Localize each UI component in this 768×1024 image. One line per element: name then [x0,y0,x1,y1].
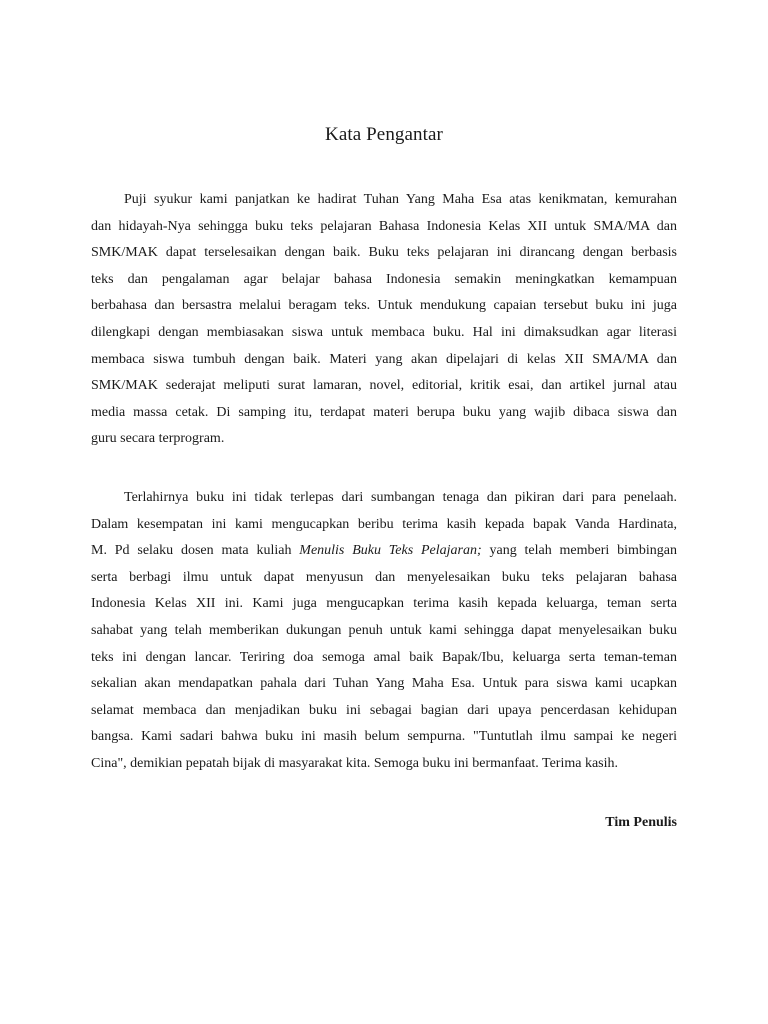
page-title: Kata Pengantar [325,124,443,145]
text-line: serta berbagi ilmu untuk dapat menyusun dan menyelesaikan buku teks pelajaran bahasa [91,569,677,585]
text-line [91,485,677,512]
text-line: selamat membaca dan menjadikan buku ini sebagai bagian dari upaya pencerdasan kehidupan [91,702,677,718]
paragraph-1 [91,187,677,453]
text-line: membaca siswa tumbuh dengan baik. Materi yang akan dipelajari di kelas XII SMA/MA dan [91,351,677,367]
text-line: SMK/MAK sederajat meliputi surat lamaran, novel, editorial, kritik esai, dan artikel jurnal atau [91,378,677,394]
text-line: teks ini dengan lancar. Teriring doa semoga amal baik Bapak/Ibu, keluarga serta teman-teman [91,649,677,665]
text-line: Dalam kesempatan ini kami mengucapkan beribu terima kasih kepada bapak Vanda Hardinata, [91,516,677,532]
text-line: teks dan pengalaman agar belajar bahasa Indonesia semakin meningkatkan kemampuan [91,271,677,287]
course-title-italic: Menulis Buku Teks Pelajaran; [299,543,482,559]
text-line-content: Terlahirnya buku ini tidak terlepas dari sumbangan tenaga dan pikiran dari para penelaah. [124,490,677,505]
paragraph-2 [91,485,677,778]
text-line-content: Puji syukur kami panjatkan ke hadirat Tuhan Yang Maha Esa atas kenikmatan, kemurahan [124,192,677,207]
signature: Tim Penulis [605,815,677,830]
text-line [91,538,677,565]
text-segment: M. Pd selaku dosen mata kuliah [91,543,300,559]
text-line: sahabat yang telah memberikan dukungan penuh untuk kami sehingga dapat menyelesaikan buku [91,622,677,638]
text-line: dilengkapi dengan membiasakan siswa untuk membaca buku. Hal ini dimaksudkan agar literasi [91,324,677,340]
text-segment: yang telah memberi bimbingan [481,543,677,559]
text-line: sekalian akan mendapatkan pahala dari Tuhan Yang Maha Esa. Untuk para siswa kami ucapkan [91,676,677,692]
text-line: SMK/MAK dapat terselesaikan dengan baik. Buku teks pelajaran ini dirancang dengan berbasis [91,245,677,261]
text-line: dan hidayah-Nya sehingga buku teks pelajaran Bahasa Indonesia Kelas XII untuk SMA/MA dan [91,218,677,234]
text-line: guru secara terprogram. [91,431,225,447]
text-line: berbahasa dan bersastra melalui beragam teks. Untuk mendukung capaian tersebut buku ini juga [91,298,677,314]
text-line: Indonesia Kelas XII ini. Kami juga mengucapkan terima kasih kepada keluarga, teman serta [91,596,677,612]
text-line [91,187,677,214]
text-line: Cina", demikian pepatah bijak di masyarakat kita. Semoga buku ini bermanfaat. Terima kasih. [91,755,618,771]
text-line: media massa cetak. Di samping itu, terdapat materi berupa buku yang wajib dibaca siswa dan [91,404,677,420]
text-line: bangsa. Kami sadari bahwa buku ini masih belum sempurna. "Tuntutlah ilmu sampai ke negeri [91,729,677,745]
